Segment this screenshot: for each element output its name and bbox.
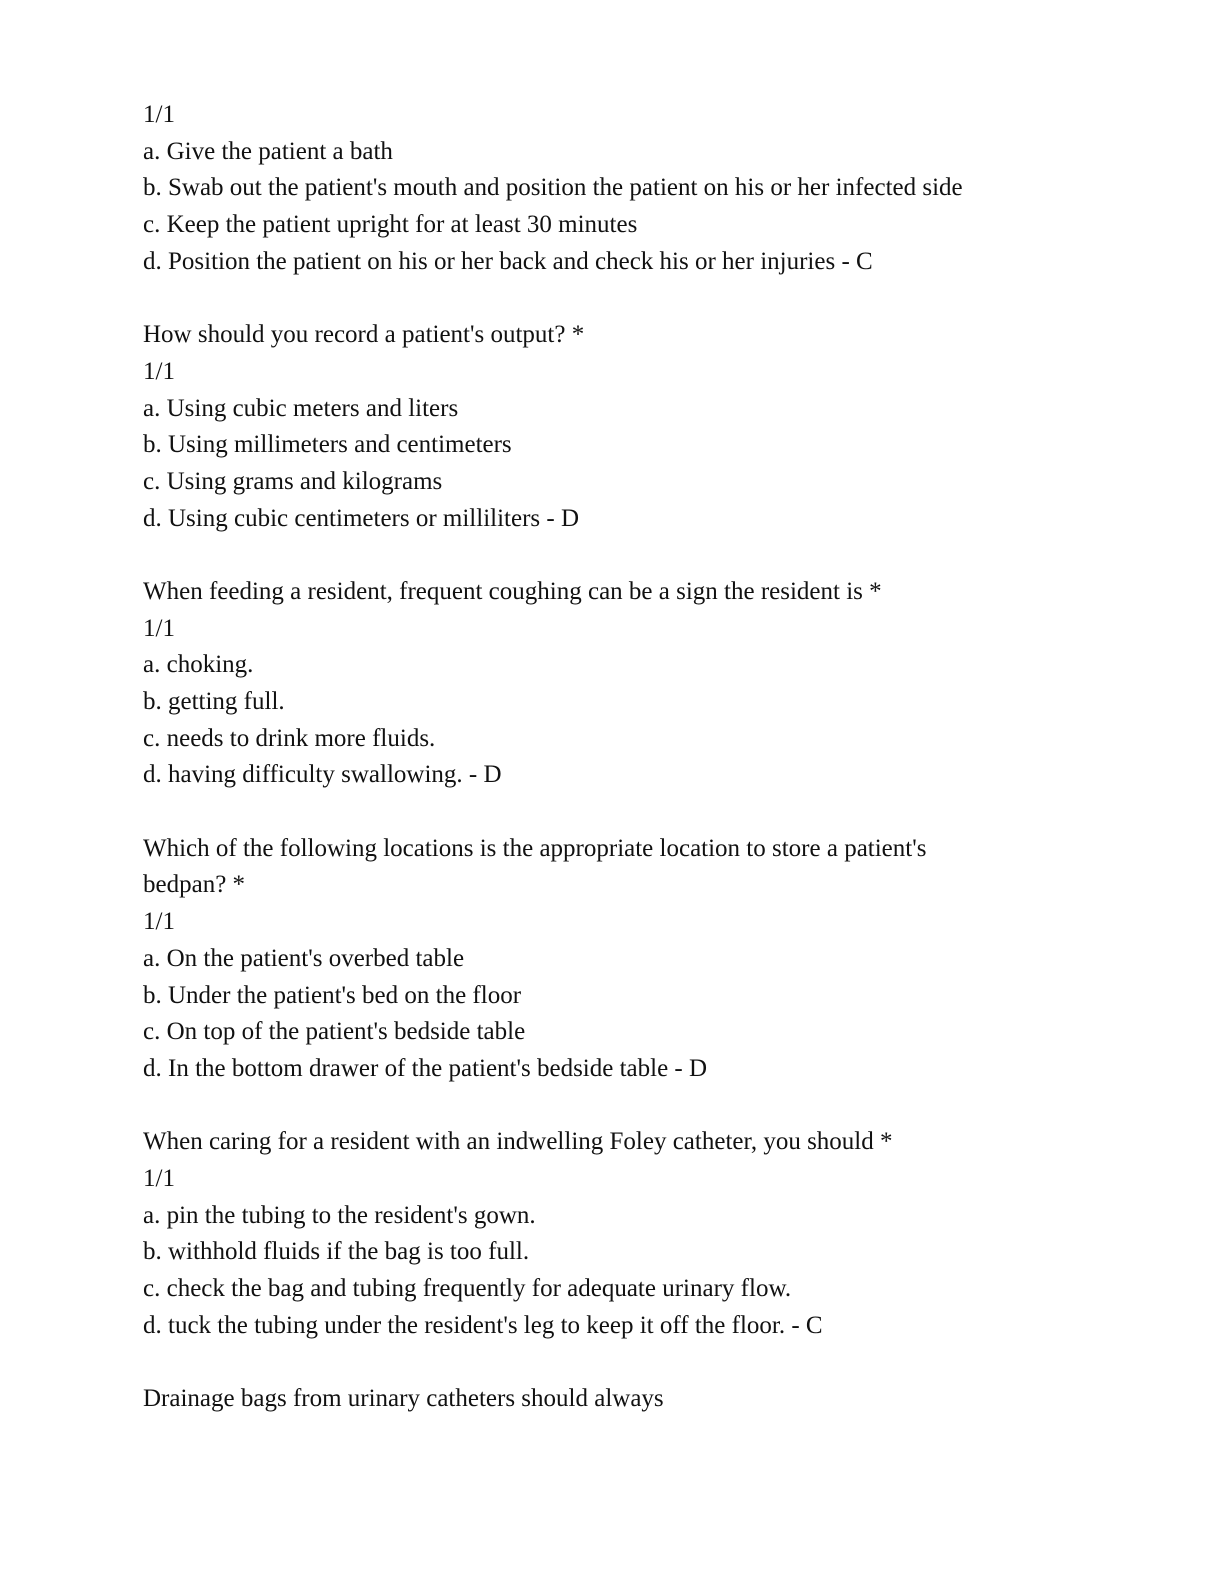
option-d: d. Using cubic centimeters or milliliters - D (143, 504, 580, 532)
option-d: d. Position the patient on his or her back and check his or her injuries - C (143, 247, 873, 275)
option-c: c. check the bag and tubing frequently for adequate urinary flow. (143, 1275, 792, 1302)
question-prompt: How should you record a patient's output? * (143, 321, 585, 349)
option-b: b. Swab out the patient's mouth and position the patient on his or her infected side (143, 174, 963, 202)
option-c: c. Using grams and kilograms (143, 467, 443, 495)
option-c: c. On top of the patient's bedside table (143, 1018, 526, 1046)
question-block-bedpan (143, 831, 1143, 1088)
score: 1/1 (143, 357, 175, 385)
option-d: d. having difficulty swallowing. - D (143, 761, 502, 789)
option-a: a. Using cubic meters and liters (143, 394, 459, 422)
question-block-intro (143, 97, 1143, 280)
option-a: a. choking. (143, 651, 254, 679)
score: 1/1 (143, 1164, 175, 1192)
question-prompt-continued: bedpan? * (143, 871, 246, 899)
question-prompt: When feeding a resident, frequent coughing can be a sign the resident is * (143, 577, 882, 605)
score: 1/1 (143, 101, 175, 128)
question-block-coughing (143, 574, 1143, 794)
option-a: a. On the patient's overbed table (143, 944, 465, 972)
option-c: c. Keep the patient upright for at least 30 minutes (143, 211, 638, 239)
option-a: a. Give the patient a bath (143, 137, 393, 165)
question-prompt: When caring for a resident with an indwelling Foley catheter, you should * (143, 1128, 893, 1156)
option-d: d. tuck the tubing under the resident's leg to keep it off the floor. - C (143, 1311, 823, 1339)
option-b: b. Under the patient's bed on the floor (143, 981, 522, 1009)
question-block-output (143, 317, 1143, 537)
document-page (143, 97, 1143, 1418)
option-d: d. In the bottom drawer of the patient's bedside table - D (143, 1054, 708, 1082)
score: 1/1 (143, 908, 175, 936)
question-prompt: Which of the following locations is the appropriate location to store a patient's (143, 834, 927, 862)
option-c: c. needs to drink more fluids. (143, 724, 436, 752)
question-prompt: Drainage bags from urinary catheters should always (143, 1385, 664, 1413)
score: 1/1 (143, 614, 175, 642)
question-block-catheter (143, 1124, 1143, 1344)
question-block-drainage (143, 1381, 1143, 1418)
option-b: b. Using millimeters and centimeters (143, 431, 512, 459)
option-b: b. withhold fluids if the bag is too full. (143, 1238, 530, 1266)
option-b: b. getting full. (143, 688, 285, 715)
option-a: a. pin the tubing to the resident's gown. (143, 1201, 536, 1229)
